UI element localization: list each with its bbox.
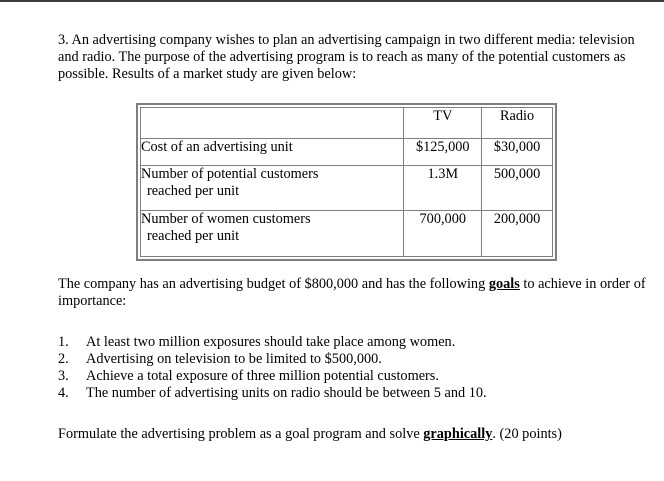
row-label-women-line1: Number of women customers [141,211,311,227]
table-header-row [141,108,553,139]
goal-number: 4. [58,385,69,401]
goals-emphasis: goals [488,276,520,292]
goal-text: At least two million exposures should take place among women. [86,334,456,350]
row-label-women-line2: reached per unit [147,228,240,244]
row-label-cost-text: Cost of an advertising unit [141,139,293,155]
list-item [58,351,648,368]
list-item [58,368,648,385]
budget-text-before: The company has an advertising budget of $800,000 and has the following [58,276,489,292]
cell-cost-radio: $30,000 [482,139,553,166]
row-label-cost [141,139,404,166]
goal-number: 2. [58,351,69,367]
market-study-table-frame [136,103,557,261]
goal-text: Achieve a total exposure of three million potential customers. [86,368,439,384]
goals-list [58,334,648,402]
market-study-table [140,107,553,257]
table-header-radio: Radio [482,108,553,139]
budget-paragraph [58,276,648,310]
task-text-before: Formulate the advertising problem as a goal program and solve [58,426,424,442]
row-label-women-customers [141,211,404,257]
list-item [58,385,648,402]
list-item [58,334,648,351]
cell-women-tv: 700,000 [404,211,482,257]
graphically-emphasis: graphically [423,426,493,442]
cell-potential-tv: 1.3M [404,166,482,211]
goal-text: The number of advertising units on radio should be between 5 and 10. [86,385,487,401]
task-text-after: . (20 points) [492,426,562,442]
goal-number: 1. [58,334,69,350]
problem-intro: 3. An advertising company wishes to plan an advertising campaign in two different media: television and radio. The purpose of the advertising program is to reach as many of the potential customers as possible. Results of a market study are given below: [58,32,635,82]
budget-text-after: to achieve in order of importance: [58,276,646,309]
table-row-potential-customers [141,166,553,211]
table-header-tv: TV [404,108,482,139]
row-label-potential-line1: Number of potential customers [141,166,319,182]
row-label-potential-customers [141,166,404,211]
goal-text: Advertising on television to be limited to $500,000. [86,351,382,367]
cell-cost-tv: $125,000 [404,139,482,166]
table-row-women-customers [141,211,553,257]
cell-potential-radio: 500,000 [482,166,553,211]
row-label-potential-line2: reached per unit [147,183,240,199]
table-row-cost [141,139,553,166]
table-header-blank [141,108,404,139]
task-instruction [58,426,648,443]
cell-women-radio: 200,000 [482,211,553,257]
goal-number: 3. [58,368,69,384]
